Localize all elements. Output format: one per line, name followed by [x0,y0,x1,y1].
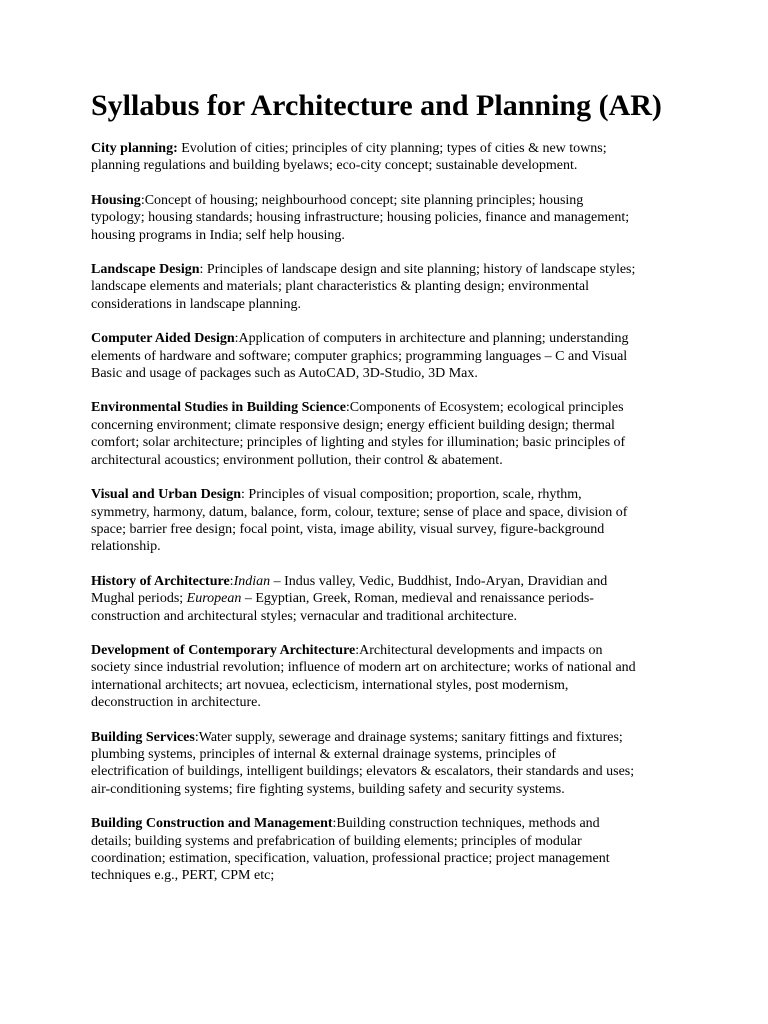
text-line [91,763,691,780]
section-heading: Development of Contemporary Architecture [91,642,356,658]
syllabus-section [91,261,691,313]
section-text: landscape elements and materials; plant characteristics & planting design; environmental [91,279,589,295]
section-text: typology; housing standards; housing infrastructure; housing policies, finance and management; [91,210,630,226]
text-line [91,399,691,416]
section-text: : Principles of landscape design and site planning; history of landscape styles; [199,262,636,278]
section-text: electrification of buildings, intelligent buildings; elevators & escalators, their standards and uses; [91,764,635,780]
section-text: air-conditioning systems; fire fighting systems, building safety and security systems. [91,781,565,797]
section-text: considerations in landscape planning. [91,296,301,312]
section-heading: History of Architecture [91,573,230,589]
section-text: elements of hardware and software; computer graphics; programming languages – C and Visual [91,348,628,364]
section-text: :Architectural developments and impacts on [355,642,603,658]
text-line [91,330,691,347]
syllabus-sections [91,140,691,902]
section-text: Evolution of cities; principles of city planning; types of cities & new towns; [177,141,607,156]
syllabus-section [91,642,691,712]
text-line [91,746,691,763]
syllabus-section [91,729,691,799]
text-line [91,850,691,867]
section-text: : Principles of visual composition; proportion, scale, rhythm, [241,487,582,503]
text-line [91,521,691,538]
section-text: international architects; art novuea, eclecticism, international styles, post modernism, [91,677,569,693]
text-line [91,434,691,451]
section-heading: Environmental Studies in Building Science [91,400,346,416]
text-line [91,296,691,313]
syllabus-section [91,573,691,625]
section-text: society since industrial revolution; influence of modern art on architecture; works of national and [91,660,636,676]
text-line [91,452,691,469]
section-text: :Concept of housing; neighbourhood concept; site planning principles; housing [140,192,584,208]
section-text: space; barrier free design; focal point, vista, image ability, visual survey, figure-background [91,521,605,537]
section-text: – Egyptian, Greek, Roman, medieval and renaissance periods- [241,591,594,607]
section-heading: Building Construction and Management [91,816,333,832]
section-text: coordination; estimation, specification, valuation, professional practice; project management [91,851,610,866]
section-text: planning regulations and building byelaws; eco-city concept; sustainable development. [91,158,578,174]
text-line [91,209,691,226]
text-line [91,833,691,850]
syllabus-section [91,192,691,244]
syllabus-section [91,486,691,556]
section-text: techniques e.g., PERT, CPM etc; [91,868,275,884]
section-text: :Components of Ecosystem; ecological principles [345,400,624,416]
text-line [91,677,691,694]
syllabus-section [91,399,691,469]
text-line [91,157,691,174]
emphasized-term: Indian [233,573,271,589]
syllabus-section [91,140,691,175]
text-line [91,608,691,625]
page-title: Syllabus for Architecture and Planning (AR) [91,89,662,122]
syllabus-section [91,330,691,382]
section-text: deconstruction in architecture. [91,695,261,711]
text-line [91,573,691,590]
section-text: Basic and usage of packages such as AutoCAD, 3D-Studio, 3D Max. [91,366,478,382]
section-heading: Housing [91,192,141,208]
section-text: symmetry, harmony, datum, balance, form, colour, texture; sense of place and space, division of [91,504,628,520]
section-text: relationship. [91,539,161,555]
section-text: details; building systems and prefabrication of building elements; principles of modular [91,833,582,849]
section-heading: Visual and Urban Design [91,487,242,503]
text-line [91,642,691,659]
text-line [91,417,691,434]
section-text: :Application of computers in architecture and planning; understanding [234,331,629,347]
text-line [91,729,691,746]
text-line [91,261,691,278]
text-line [91,348,691,365]
section-text: Mughal periods; [91,591,187,607]
section-text: architectural acoustics; environment pollution, their control & abatement. [91,452,503,468]
section-heading: City planning: [91,141,178,156]
section-text: comfort; solar architecture; principles of lighting and styles for illumination; basic principles of [91,435,626,451]
text-line [91,815,691,832]
text-line [91,694,691,711]
text-line [91,140,691,157]
text-line [91,192,691,209]
section-heading: Landscape Design [91,262,200,278]
text-line [91,659,691,676]
syllabus-section [91,815,691,885]
text-line [91,781,691,798]
text-line [91,486,691,503]
text-line [91,538,691,555]
section-text: : [229,573,234,589]
section-heading: Computer Aided Design [91,331,235,347]
section-text: plumbing systems, principles of internal & external drainage systems, principles of [91,746,557,762]
section-text: – Indus valley, Vedic, Buddhist, Indo-Aryan, Dravidian and [270,573,608,589]
emphasized-term: European [186,591,242,607]
section-heading: Building Services [91,729,195,745]
section-text: :Building construction techniques, methods and [332,816,600,832]
section-text: concerning environment; climate responsive design; energy efficient building design; thermal [91,417,615,433]
text-line [91,227,691,244]
text-line [91,590,691,607]
section-text: housing programs in India; self help housing. [91,227,345,243]
section-text: :Water supply, sewerage and drainage systems; sanitary fittings and fixtures; [194,729,623,745]
text-line [91,867,691,884]
text-line [91,365,691,382]
text-line [91,504,691,521]
text-line [91,278,691,295]
section-text: construction and architectural styles; vernacular and traditional architecture. [91,608,518,624]
